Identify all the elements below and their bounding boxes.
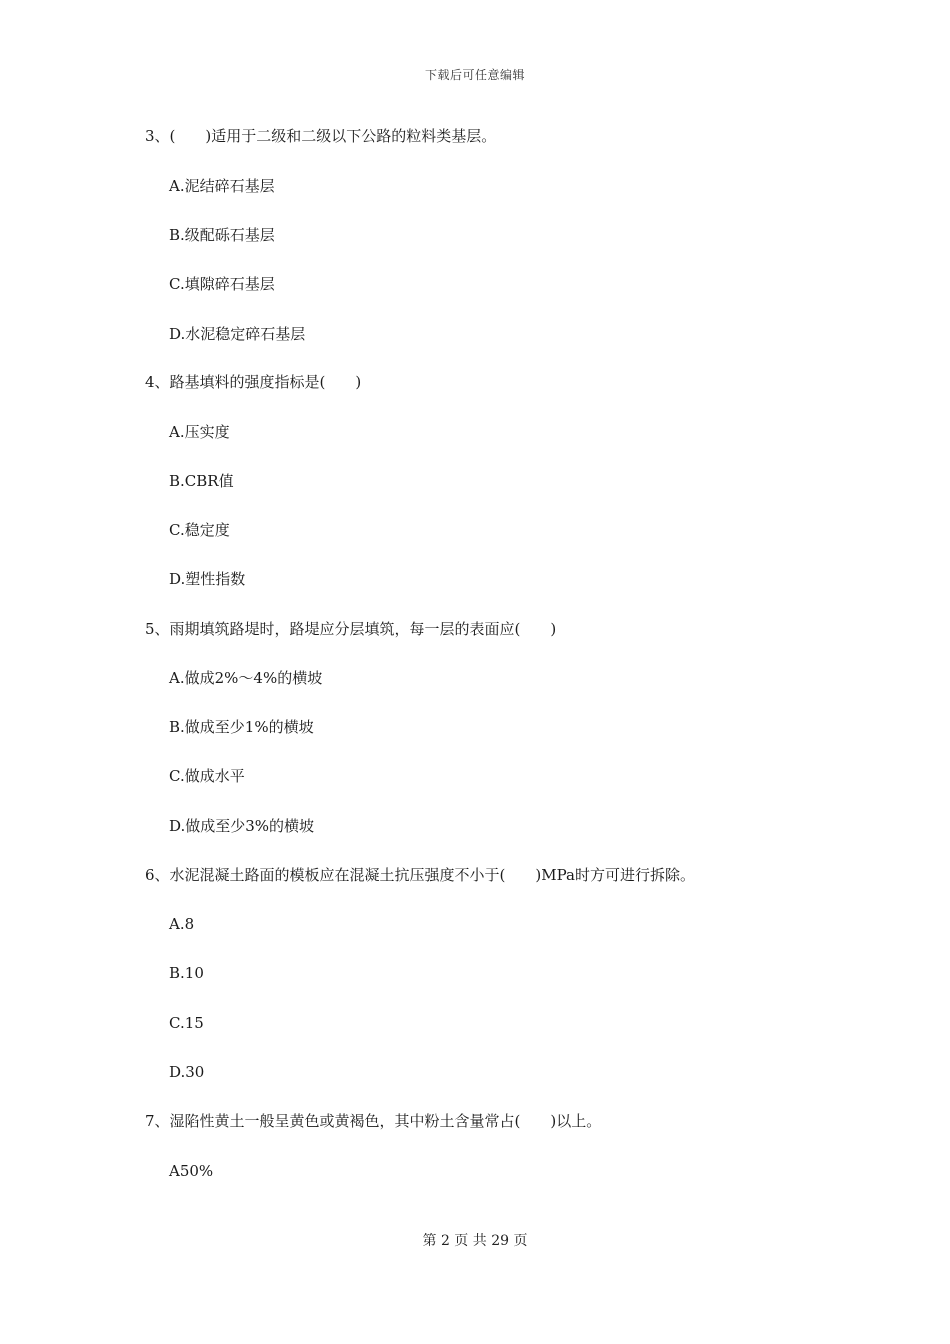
question-4-stem: 4、路基填料的强度指标是( ) [145, 373, 362, 391]
question-4-option-a: A.压实度 [169, 423, 230, 441]
question-7-option-a: A50% [169, 1162, 214, 1180]
question-4-option-b: B.CBR值 [169, 472, 234, 490]
question-3-option-c: C.填隙碎石基层 [169, 275, 275, 293]
question-5-option-b: B.做成至少1%的横坡 [169, 718, 314, 736]
question-7-stem: 7、湿陷性黄土一般呈黄色或黄褐色，其中粉土含量常占( )以上。 [145, 1112, 602, 1130]
question-6-stem: 6、水泥混凝土路面的模板应在混凝土抗压强度不小于( )MPa时方可进行拆除。 [145, 866, 695, 884]
question-3-option-b: B.级配砾石基层 [169, 226, 275, 244]
question-5-option-d: D.做成至少3%的横坡 [169, 817, 315, 835]
question-4-option-d: D.塑性指数 [169, 570, 246, 588]
question-3-stem: 3、( )适用于二级和二级以下公路的粒料类基层。 [145, 127, 497, 145]
question-6-option-c: C.15 [169, 1014, 204, 1032]
question-6-option-a: A.8 [169, 915, 195, 933]
question-6-option-b: B.10 [169, 964, 204, 982]
page-footer: 第 2 页 共 29 页 [422, 1233, 528, 1249]
question-4-option-c: C.稳定度 [169, 521, 230, 539]
question-5-stem: 5、雨期填筑路堤时，路堤应分层填筑，每一层的表面应( ) [145, 620, 557, 638]
question-6-option-d: D.30 [169, 1063, 205, 1081]
question-5-option-a: A.做成2%～4%的横坡 [169, 669, 323, 687]
question-3-option-d: D.水泥稳定碎石基层 [169, 325, 306, 343]
question-3-option-a: A.泥结碎石基层 [169, 177, 275, 195]
question-5-option-c: C.做成水平 [169, 767, 245, 785]
page-header: 下载后可任意编辑 [424, 68, 525, 82]
